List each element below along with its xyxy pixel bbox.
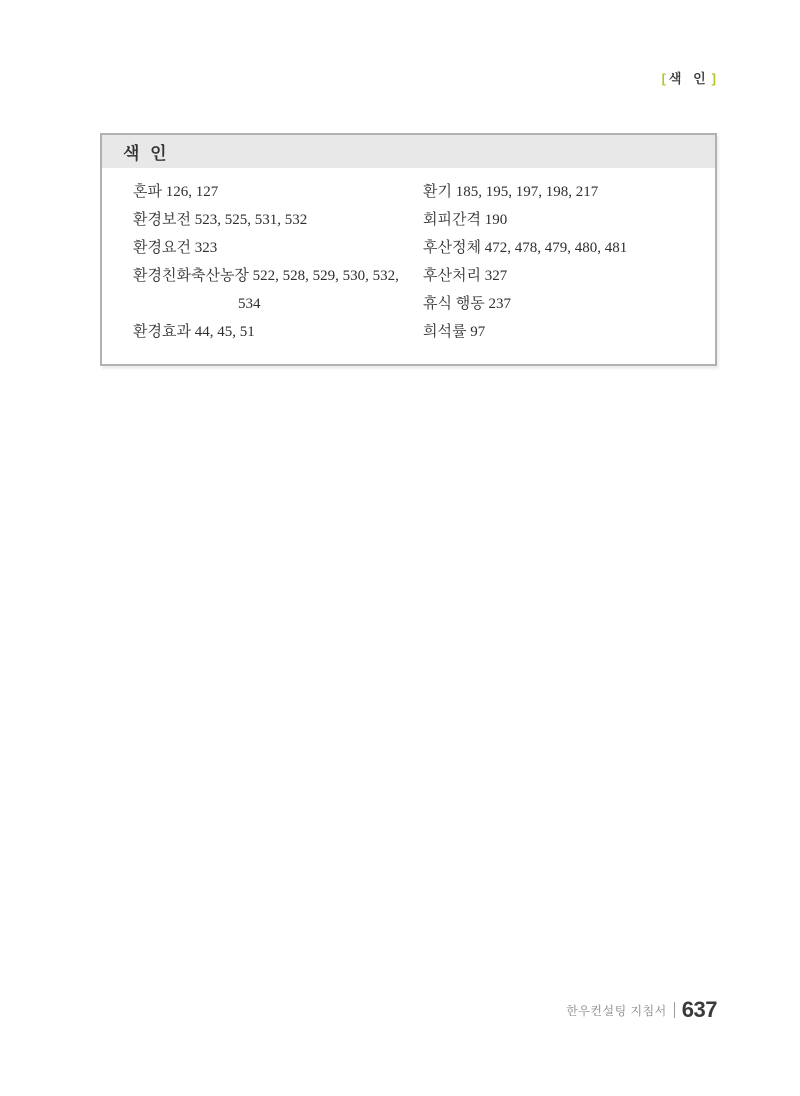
- index-entry: 혼파 126, 127: [133, 184, 219, 200]
- index-entry-continuation: 534: [238, 296, 261, 312]
- index-column-left: [133, 178, 399, 346]
- index-box-title: 색 인: [123, 144, 170, 163]
- index-box-header-band: [102, 135, 715, 168]
- header-close-bracket: ]: [711, 71, 717, 86]
- header-open-bracket: [: [661, 71, 667, 86]
- footer-book-title: 한우컨설팅 지침서: [566, 1003, 667, 1018]
- index-entry: 휴식 행동 237: [423, 296, 511, 312]
- index-box: [100, 133, 717, 366]
- index-entry: 환경친화축산농장 522, 528, 529, 530, 532,: [133, 268, 399, 284]
- index-entry: 환경보전 523, 525, 531, 532: [133, 212, 308, 228]
- footer-page-number: 637: [681, 997, 717, 1022]
- footer-separator-line: [674, 1002, 675, 1018]
- index-entry: 후산정체 472, 478, 479, 480, 481: [423, 240, 628, 256]
- index-entry: 후산처리 327: [423, 268, 508, 284]
- page-footer: [566, 997, 717, 1023]
- index-columns: [102, 168, 715, 340]
- index-column-right: [423, 178, 627, 346]
- index-entry: 환경요건 323: [133, 240, 218, 256]
- index-entry: 회피간격 190: [423, 212, 508, 228]
- index-entry: 환경효과 44, 45, 51: [133, 324, 255, 340]
- header-label: 색 인: [668, 71, 710, 86]
- running-header: [662, 68, 717, 87]
- index-entry: 희석률 97: [423, 324, 486, 340]
- index-entry: 환기 185, 195, 197, 198, 217: [423, 184, 599, 200]
